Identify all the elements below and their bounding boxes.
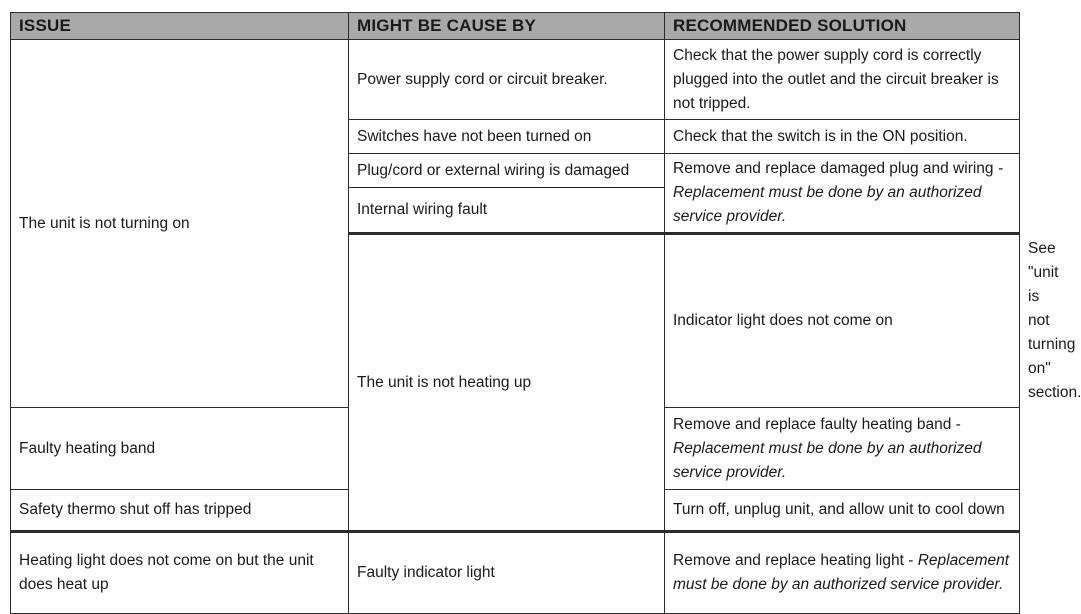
troubleshooting-table-container xyxy=(10,12,1081,614)
solution-text: See "unit is not turning on" section. xyxy=(1028,240,1081,401)
cause-cell: Faulty indicator light xyxy=(349,532,665,614)
cause-cell: Faulty heating band xyxy=(11,408,349,490)
table-row xyxy=(11,532,1020,614)
cause-cell: Indicator light does not come on xyxy=(665,234,1020,408)
solution-note: - Replacement must be done by an authorized service provider. xyxy=(673,160,1004,225)
solution-text: Remove and replace faulty heating band - xyxy=(673,415,961,433)
solution-cell xyxy=(665,490,1020,532)
table-row xyxy=(11,40,1020,120)
issue-cell: The unit is not heating up xyxy=(349,234,665,532)
solution-text: Check that the switch is in the ON position. xyxy=(673,127,968,145)
solution-note: Replacement must be done by an authorized service provider. xyxy=(673,439,982,481)
header-solution: RECOMMENDED SOLUTION xyxy=(665,13,1020,40)
issue-cell: Heating light does not come on but the unit does heat up xyxy=(11,532,349,614)
header-issue: ISSUE xyxy=(11,13,349,40)
issue-cell: The unit is not turning on xyxy=(11,40,349,408)
header-cause: MIGHT BE CAUSE BY xyxy=(349,13,665,40)
troubleshooting-table xyxy=(10,12,1081,614)
solution-text: Check that the power supply cord is correctly plugged into the outlet and the circuit breaker is not tripped. xyxy=(673,46,999,112)
cause-cell: Internal wiring fault xyxy=(349,188,665,234)
cause-cell: Safety thermo shut off has tripped xyxy=(11,490,349,532)
cause-cell: Switches have not been turned on xyxy=(349,120,665,154)
solution-text: Turn off, unplug unit, and allow unit to cool down xyxy=(673,501,1005,518)
solution-cell xyxy=(665,120,1020,154)
cause-cell: Plug/cord or external wiring is damaged xyxy=(349,154,665,188)
header-row xyxy=(11,13,1020,40)
solution-cell xyxy=(665,40,1020,120)
solution-text: Remove and replace damaged plug and wiring xyxy=(673,160,994,177)
solution-cell xyxy=(665,408,1020,490)
solution-cell xyxy=(665,154,1020,234)
cause-cell: Power supply cord or circuit breaker. xyxy=(349,40,665,120)
solution-cell xyxy=(665,532,1020,614)
solution-note: Replacement must be done by an authorized service provider. xyxy=(673,552,1010,593)
solution-text: Remove and replace heating light - xyxy=(673,552,914,569)
